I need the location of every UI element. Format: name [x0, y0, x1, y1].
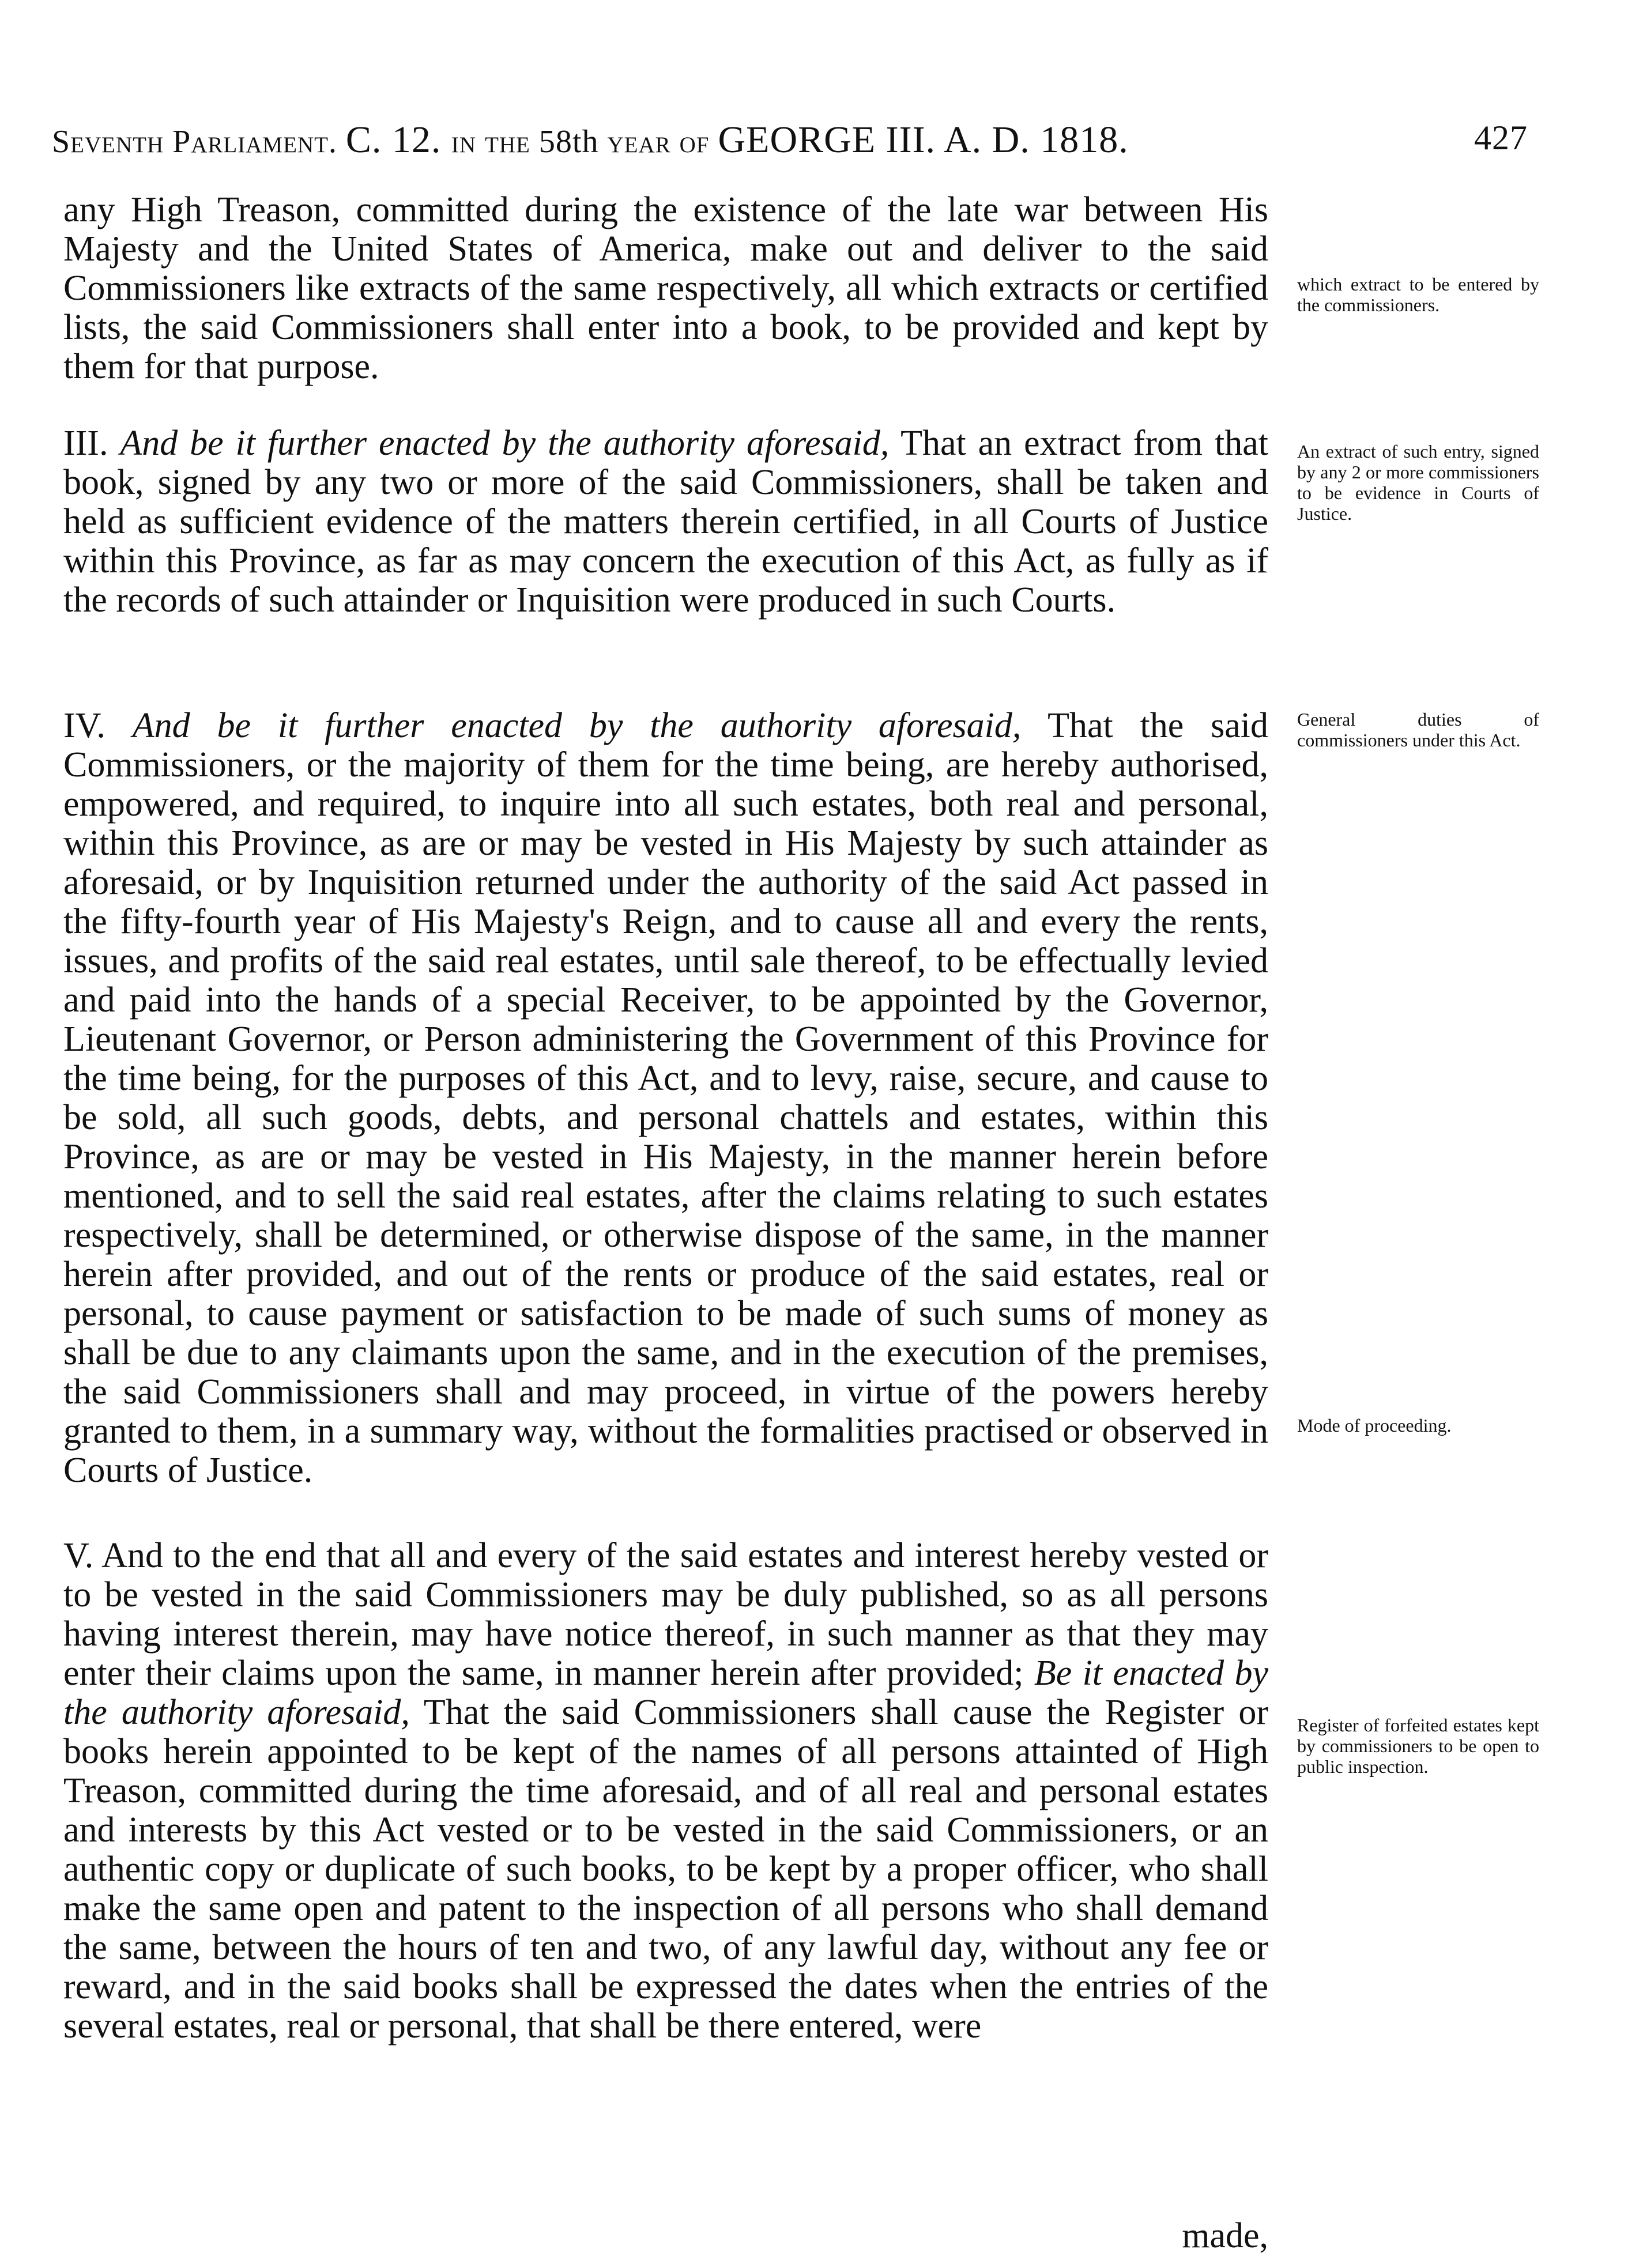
margin-note-register: Register of forfeited estates kept by commissioners to be open to public inspection. — [1297, 1715, 1539, 1777]
margin-note-extract-entered: which extract to be entered by the commissioners. — [1297, 274, 1539, 315]
header-year-of: year of — [607, 124, 718, 160]
paragraph-continuation — [63, 190, 1268, 386]
header-in-the: in the — [451, 124, 539, 160]
page-number: 427 — [1474, 119, 1528, 157]
section-number: IV. — [63, 706, 133, 745]
running-header — [52, 118, 1528, 170]
enacting-clause: Be it enacted by the authority aforesaid, — [63, 1654, 1268, 1732]
paragraph-text: That the said Commissioners, or the majority of them for the time being, are hereby authorised, empowered, and required, to inquire into all such estates, both real and personal, within this Province, as are or may be vested in His Majesty by such attainder as aforesaid, or by Inquisition returned under the authority of the said Act passed in the fifty-fourth year of His Majesty's Reign, and to cause all and every the rents, issues, and profits of the said real estates, until sale thereof, to be effectually levied and paid into the hands of a special Receiver, to be appointed by the Governor, Lieutenant Governor, or Person administering the Government of this Province for the time being, for the purposes of this Act, and to levy, raise, secure, and cause to be sold, all such goods, debts, and personal chattels and estates, within this Province, as are or may be vested in His Majesty, in the manner herein before mentioned, and to sell the said real estates, after the claims relating to such estates respectively, shall be determined, or otherwise dispose of the same, in the manner herein after provided, and out of the rents or produce of the said estates, real or personal, to cause payment or satisfaction to be made of such sums of money as shall be due to any claimants upon the same, and in the execution of the premises, the said Commissioners shall and may proceed, in virtue of the powers hereby granted to them, in a summary way, without the formalities practised or observed in Courts of Justice. — [63, 706, 1268, 1490]
header-chapter: C. 12. — [345, 119, 451, 161]
section-III — [63, 424, 1268, 620]
section-V — [63, 1536, 1268, 2046]
header-year-number: 58th — [538, 124, 608, 160]
section-number: III. — [63, 424, 120, 463]
header-parliament: Seventh Parliament. — [52, 124, 346, 160]
enacting-clause: And be it further enacted by the authority aforesaid, — [132, 706, 1022, 745]
paragraph-text-continued: That the said Commissioners shall cause the Register or books herein appointed to be kept of the names of all persons attainted of High Treason, committed during the time aforesaid, and of all real and personal estates and interests by this Act vested or to be vested in the said Commissioners, or an authentic copy or duplicate of such books, to be kept by a proper officer, who shall make the same open and patent to the inspection of all persons who shall demand the same, between the hours of ten and two, of any lawful day, without any fee or reward, and in the said books shall be expressed the dates when the entries of the several estates, real or personal, that shall be there entered, were — [63, 1693, 1268, 2046]
paragraph-text: That an extract from that book, signed by any two or more of the said Commissioners, shall be taken and held as sufficient evidence of the matters therein certified, in all Courts of Justice within this Province, as far as may concern the execution of this Act, as fully as if the records of such attainder or Inquisition were produced in such Courts. — [63, 424, 1269, 620]
running-title — [52, 118, 1129, 162]
enacting-clause: And be it further enacted by the authority aforesaid, — [120, 424, 890, 463]
margin-note-mode-of-proceeding: Mode of proceeding. — [1297, 1415, 1452, 1436]
header-reign: GEORGE III. A. D. 1818. — [718, 119, 1129, 161]
section-IV — [63, 706, 1268, 1490]
margin-note-general-duties: General duties of commissioners under this Act. — [1297, 709, 1539, 750]
catchword: made, — [1182, 2216, 1268, 2255]
paragraph-text: any High Treason, committed during the existence of the late war between His Majesty and the United States of America, make out and deliver to the said Commissioners like extracts of the same respectively, all which extracts or certified lists, the said Commissioners shall enter into a book, to be provided and kept by them for that purpose. — [63, 190, 1268, 386]
margin-note-extract-evidence: An extract of such entry, signed by any 2 or more commissioners to be evidence in Courts of Justice. — [1297, 441, 1539, 524]
section-number: V. — [63, 1536, 102, 1575]
paragraph-text: And to the end that all and every of the said estates and interest hereby vested or to be vested in the said Commissioners may be duly published, so as all persons having interest therein, may have notice thereof, in such manner as that they may enter their claims upon the same, in manner herein after provided; — [63, 1536, 1268, 1693]
